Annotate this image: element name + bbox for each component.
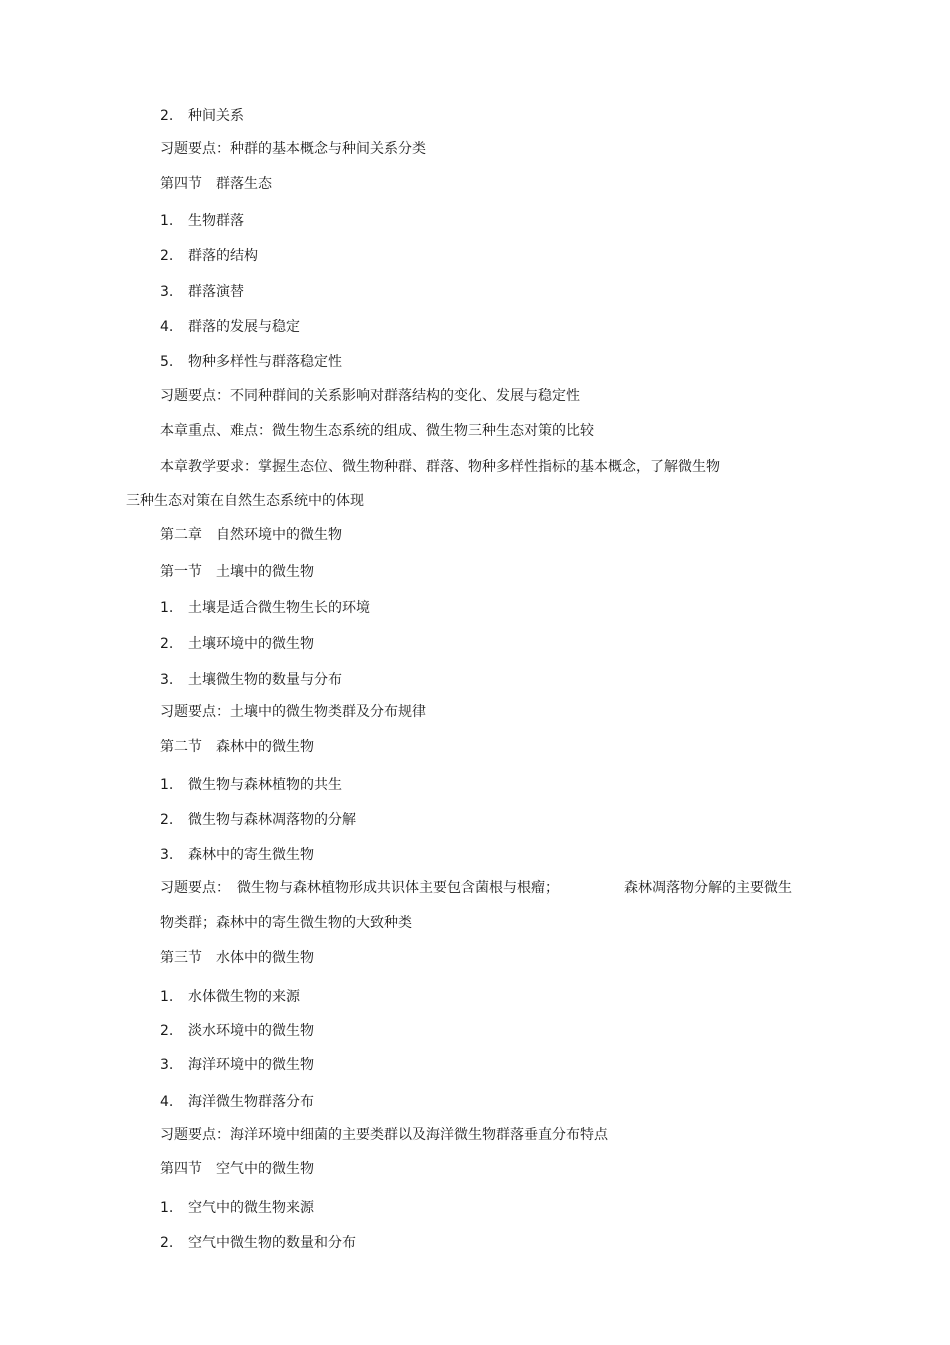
list-number: 1. bbox=[160, 989, 174, 1005]
list-number: 2. bbox=[160, 636, 174, 652]
exercise-points: 习题要点：不同种群间的关系影响对群落结构的变化、发展与稳定性 bbox=[160, 388, 580, 404]
list-number: 1. bbox=[160, 600, 174, 616]
chapter-requirements-cont: 三种生态对策在自然生态系统中的体现 bbox=[126, 493, 364, 509]
list-number: 2. bbox=[160, 1023, 174, 1039]
section-heading: 第一节 土壤中的微生物 bbox=[160, 564, 314, 580]
list-item: 海洋微生物群落分布 bbox=[188, 1094, 314, 1110]
section-heading: 第三节 水体中的微生物 bbox=[160, 950, 314, 966]
list-number: 5. bbox=[160, 354, 174, 370]
list-item: 森林中的寄生微生物 bbox=[188, 847, 314, 863]
list-item: 空气中的微生物来源 bbox=[188, 1200, 314, 1216]
list-item: 微生物与森林凋落物的分解 bbox=[188, 812, 356, 828]
list-number: 4. bbox=[160, 319, 174, 335]
exercise-points: 习题要点： 微生物与森林植物形成共识体主要包含菌根与根瘤； bbox=[160, 880, 559, 896]
list-item: 水体微生物的来源 bbox=[188, 989, 300, 1005]
chapter-heading: 第二章 自然环境中的微生物 bbox=[160, 527, 342, 543]
list-number: 3. bbox=[160, 1057, 174, 1073]
list-number: 2. bbox=[160, 248, 174, 264]
exercise-points-cont: 物类群；森林中的寄生微生物的大致种类 bbox=[160, 915, 412, 931]
list-item: 土壤微生物的数量与分布 bbox=[188, 672, 342, 688]
list-number: 3. bbox=[160, 672, 174, 688]
list-number: 2. bbox=[160, 108, 174, 124]
list-item: 土壤环境中的微生物 bbox=[188, 636, 314, 652]
list-number: 1. bbox=[160, 777, 174, 793]
exercise-points: 习题要点：种群的基本概念与种间关系分类 bbox=[160, 141, 426, 157]
exercise-points: 习题要点：海洋环境中细菌的主要类群以及海洋微生物群落垂直分布特点 bbox=[160, 1127, 608, 1143]
chapter-key-points: 本章重点、难点：微生物生态系统的组成、微生物三种生态对策的比较 bbox=[160, 423, 594, 439]
list-item: 微生物与森林植物的共生 bbox=[188, 777, 342, 793]
list-number: 3. bbox=[160, 284, 174, 300]
list-item: 土壤是适合微生物生长的环境 bbox=[188, 600, 370, 616]
section-heading: 第四节 群落生态 bbox=[160, 176, 272, 192]
list-item: 空气中微生物的数量和分布 bbox=[188, 1235, 356, 1251]
list-number: 1. bbox=[160, 213, 174, 229]
chapter-requirements: 本章教学要求：掌握生态位、微生物种群、群落、物种多样性指标的基本概念，了解微生物 bbox=[160, 459, 720, 475]
list-number: 4. bbox=[160, 1094, 174, 1110]
list-number: 2. bbox=[160, 1235, 174, 1251]
section-heading: 第四节 空气中的微生物 bbox=[160, 1161, 314, 1177]
list-item: 群落演替 bbox=[188, 284, 244, 300]
exercise-points-tail: 森林凋落物分解的主要微生 bbox=[624, 880, 792, 896]
list-item: 物种多样性与群落稳定性 bbox=[188, 354, 342, 370]
list-number: 2. bbox=[160, 812, 174, 828]
list-item: 淡水环境中的微生物 bbox=[188, 1023, 314, 1039]
list-item: 海洋环境中的微生物 bbox=[188, 1057, 314, 1073]
list-number: 1. bbox=[160, 1200, 174, 1216]
list-number: 3. bbox=[160, 847, 174, 863]
list-item: 生物群落 bbox=[188, 213, 244, 229]
section-heading: 第二节 森林中的微生物 bbox=[160, 739, 314, 755]
list-item: 群落的结构 bbox=[188, 248, 258, 264]
exercise-points: 习题要点：土壤中的微生物类群及分布规律 bbox=[160, 704, 426, 720]
list-item: 群落的发展与稳定 bbox=[188, 319, 300, 335]
list-item: 种间关系 bbox=[188, 108, 244, 124]
